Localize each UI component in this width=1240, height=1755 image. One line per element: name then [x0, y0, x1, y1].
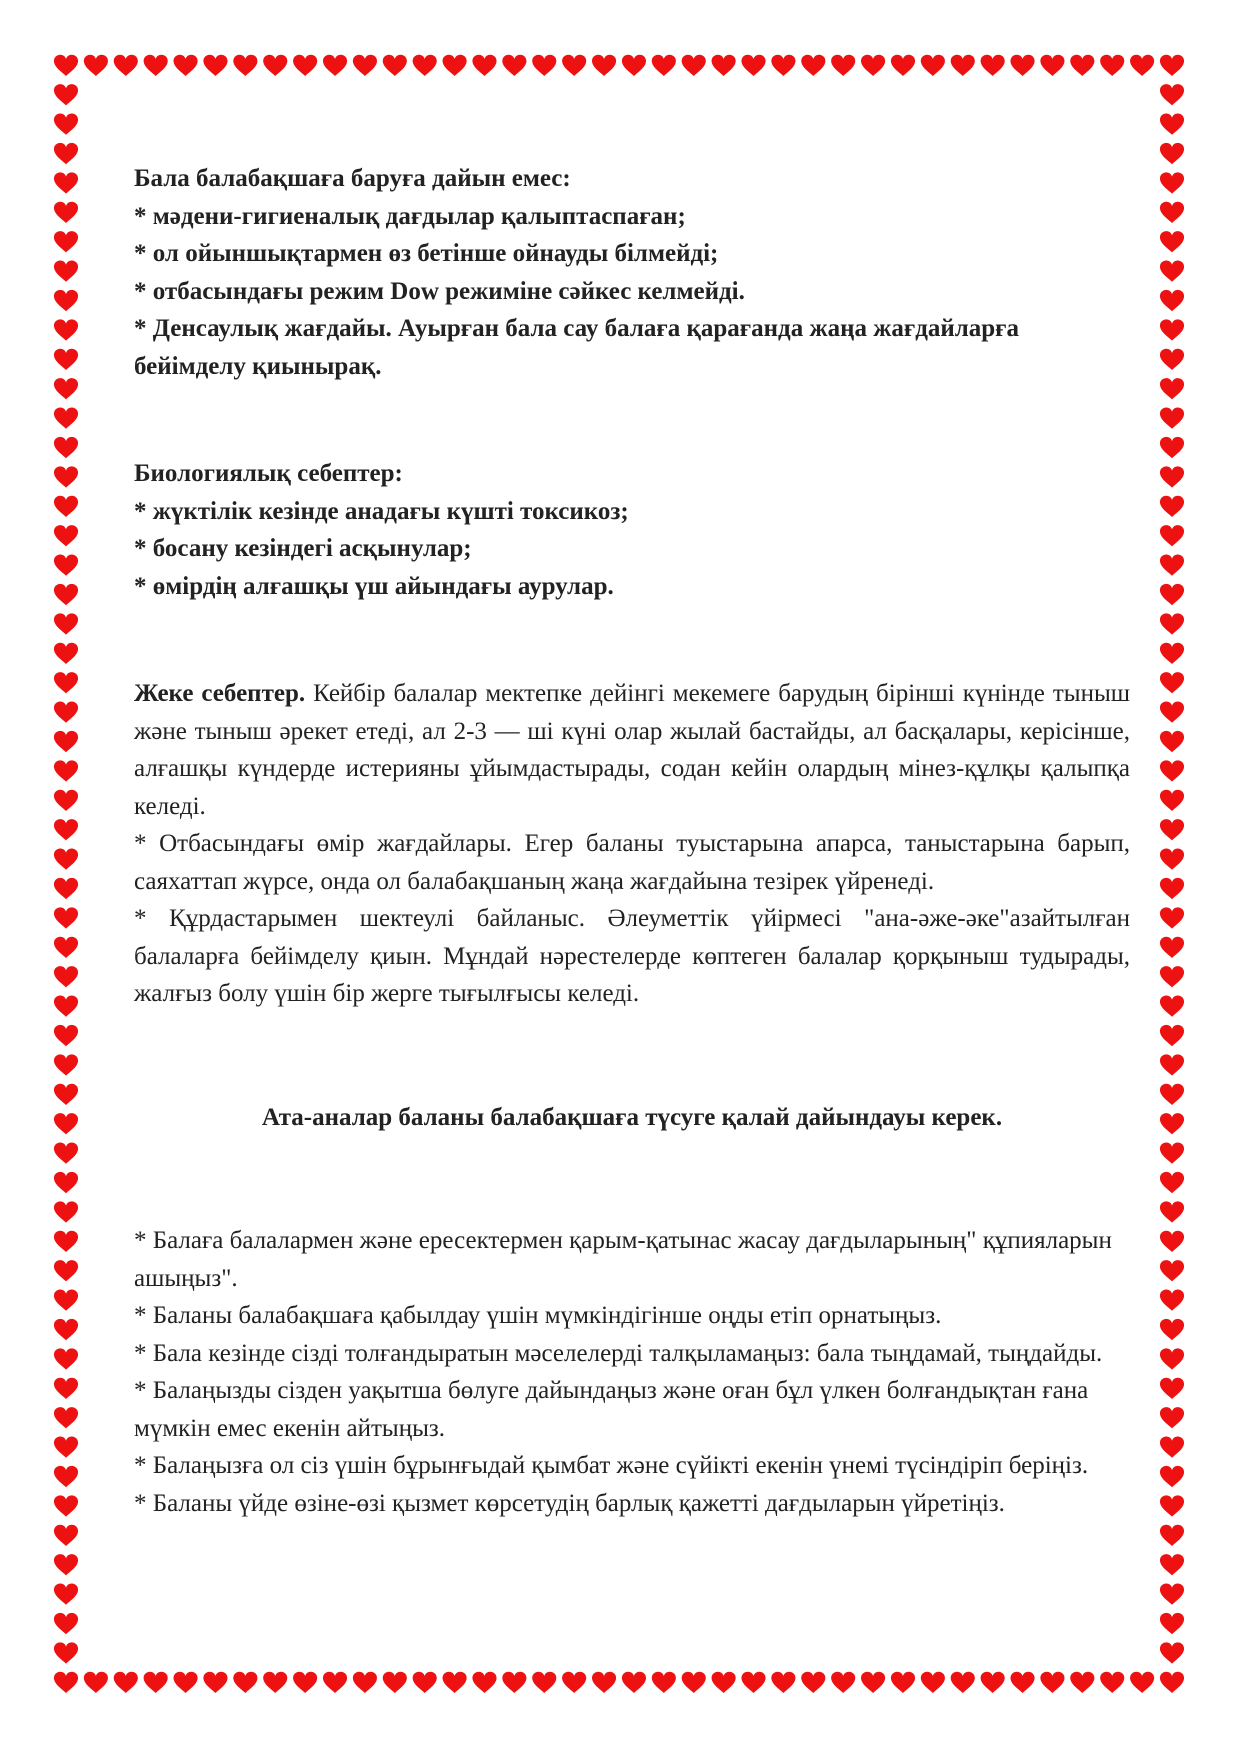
- list-item: * жүктілік кезінде анадағы күшті токсикоз;: [134, 497, 629, 525]
- heart-icon: [233, 1672, 257, 1693]
- heart-icon: [353, 55, 377, 76]
- heart-icon: [323, 1672, 347, 1693]
- heart-icon: [1160, 790, 1184, 811]
- list-item: * Балаға балалармен және ересектермен қарым-қатынас жасау дағдыларының" құпияларын ашыңыз".: [134, 1227, 1112, 1292]
- section-biological: [134, 455, 1130, 605]
- heart-icon: [1160, 1201, 1184, 1222]
- heart-icon: [54, 790, 78, 811]
- heart-icon: [54, 1466, 78, 1487]
- heart-icon: [54, 84, 78, 105]
- heart-icon: [1160, 1290, 1184, 1311]
- heart-icon: [54, 1143, 78, 1164]
- heart-icon: [1160, 1319, 1184, 1340]
- heart-icon: [263, 1672, 287, 1693]
- heart-icon: [54, 937, 78, 958]
- heart-icon: [54, 1525, 78, 1546]
- heart-icon: [1160, 378, 1184, 399]
- list-item: * отбасындағы режим Dow режиміне сәйкес келмейді.: [134, 277, 745, 305]
- heart-icon: [1160, 849, 1184, 870]
- list-item: * мәдени-гигиеналық дағдылар қалыптаспаған;: [134, 202, 686, 230]
- heart-icon: [1100, 1672, 1124, 1693]
- heart-icon: [1070, 1672, 1094, 1693]
- heart-icon: [54, 202, 78, 223]
- heart-icon: [771, 1672, 795, 1693]
- heart-icon: [413, 1672, 437, 1693]
- heart-icon: [203, 55, 227, 76]
- heart-icon: [712, 1672, 736, 1693]
- section-readiness-heading: Бала балабақшаға баруға дайын емес:: [134, 165, 571, 192]
- heart-icon: [1160, 731, 1184, 752]
- heart-icon: [1160, 1554, 1184, 1575]
- heart-icon: [1160, 702, 1184, 723]
- heart-icon: [472, 55, 496, 76]
- heart-icon: [84, 1672, 108, 1693]
- heart-icon: [1160, 1113, 1184, 1134]
- list-item: * Баланы балабақшаға қабылдау үшін мүмкіндігінше оңды етіп орнатыңыз.: [134, 1302, 942, 1329]
- heart-icon: [891, 1672, 915, 1693]
- heart-icon: [1160, 1525, 1184, 1546]
- heart-icon: [54, 584, 78, 605]
- heart-icon: [1160, 1084, 1184, 1105]
- heart-icon: [1130, 55, 1154, 76]
- heart-icon: [1160, 1613, 1184, 1634]
- personal-reasons-text: Кейбір балалар мектепке дейінгі мекемеге барудың бірінші күнінде тыныш және тыныш әрекет етеді, ал 2-3 — ші күні олар жылай бастайды, ал басқалары, керісінше, алғашқы күндерде истерияны ұйымдастырады, содан кейін олардың мінез-құлқы қалыпқа келеді.: [134, 680, 1130, 820]
- heart-icon: [502, 1672, 526, 1693]
- heart-icon: [54, 672, 78, 693]
- heart-icon: [1160, 496, 1184, 517]
- heart-icon: [293, 1672, 317, 1693]
- heart-icon: [831, 1672, 855, 1693]
- heart-icon: [114, 1672, 138, 1693]
- heart-icon: [1160, 290, 1184, 311]
- heart-icon: [502, 55, 526, 76]
- heart-icon: [1010, 55, 1034, 76]
- document-body: [134, 160, 1130, 1522]
- section-personal: [134, 675, 1130, 1013]
- heart-icon: [144, 55, 168, 76]
- heart-icon: [54, 437, 78, 458]
- heart-icon: [54, 349, 78, 370]
- heart-icon: [921, 55, 945, 76]
- heart-icon: [1160, 319, 1184, 340]
- personal-reasons-lead: Жеке себептер.: [134, 680, 306, 707]
- heart-icon: [1160, 525, 1184, 546]
- heart-icon: [1040, 1672, 1064, 1693]
- parents-heading: Ата-аналар баланы балабақшаға түсуге қалай дайындауы керек.: [261, 1103, 1003, 1131]
- heart-icon: [1160, 966, 1184, 987]
- heart-icon: [1040, 55, 1064, 76]
- heart-icon: [54, 1407, 78, 1428]
- heart-icon: [54, 966, 78, 987]
- heart-icon: [54, 907, 78, 928]
- heart-icon: [1010, 1672, 1034, 1693]
- list-item: * Бала кезінде сізді толғандыратын мәселелерді талқыламаңыз: бала тыңдамай, тыңдайды.: [134, 1339, 1103, 1367]
- heart-icon: [1160, 1495, 1184, 1516]
- heart-icon: [54, 1554, 78, 1575]
- heart-icon: [54, 731, 78, 752]
- heart-icon: [1160, 84, 1184, 105]
- heart-icon: [54, 760, 78, 781]
- heart-icon: [54, 1319, 78, 1340]
- heart-icon: [54, 1672, 78, 1693]
- heart-icon: [1160, 437, 1184, 458]
- peer-contact-paragraph: * Құрдастарымен шектеулі байланыс. Әлеуметтік үйірмесі "ана-әже-әке"азайтылған балаларға бейімделу қиын. Мұндай нәрестелерде көптеген балалар қорқыныш тудырады, жалғыз болу үшін бір жерге тығылғысы келеді.: [134, 905, 1130, 1007]
- list-item: * Балаңызды сізден уақытша бөлуге дайындаңыз және оған бұл үлкен болғандықтан ғана мүмкін емес екенін айтыңыз.: [134, 1377, 1089, 1442]
- list-item: * Балаңызға ол сіз үшін бұрынғыдай қымбат және сүйікті екенін үнемі түсіндіріп беріңіз.: [134, 1452, 1089, 1479]
- heart-icon: [1160, 760, 1184, 781]
- heart-icon: [891, 55, 915, 76]
- heart-icon: [1160, 466, 1184, 487]
- heart-icon: [54, 408, 78, 429]
- heart-icon: [54, 1437, 78, 1458]
- heart-icon: [1160, 907, 1184, 928]
- heart-icon: [861, 1672, 885, 1693]
- heart-icon: [1160, 996, 1184, 1017]
- heart-icon: [84, 55, 108, 76]
- heart-icon: [1160, 1584, 1184, 1605]
- heart-icon: [1160, 1172, 1184, 1193]
- heart-icon: [921, 1672, 945, 1693]
- heart-icon: [1160, 349, 1184, 370]
- heart-icon: [472, 1672, 496, 1693]
- heart-icon: [1100, 55, 1124, 76]
- heart-icon: [353, 1672, 377, 1693]
- heart-icon: [1160, 408, 1184, 429]
- heart-icon: [54, 1348, 78, 1369]
- heart-icon: [951, 55, 975, 76]
- heart-icon: [1160, 1143, 1184, 1164]
- heart-icon: [54, 319, 78, 340]
- heart-icon: [54, 1054, 78, 1075]
- list-item: * Денсаулық жағдайы. Ауырған бала сау балаға қарағанда жаңа жағдайларға бейімделу қиынырақ.: [134, 315, 1020, 380]
- heart-icon: [54, 555, 78, 576]
- heart-icon: [562, 1672, 586, 1693]
- heart-icon: [831, 55, 855, 76]
- heart-icon: [54, 114, 78, 135]
- heart-icon: [54, 613, 78, 634]
- heart-icon: [54, 231, 78, 252]
- heart-icon: [771, 55, 795, 76]
- section-parents-tips: [134, 1222, 1130, 1522]
- heart-icon: [443, 55, 467, 76]
- heart-icon: [1160, 1407, 1184, 1428]
- heart-icon: [741, 1672, 765, 1693]
- heart-icon: [532, 55, 556, 76]
- heart-icon: [1160, 202, 1184, 223]
- list-item: * Баланы үйде өзіне-өзі қызмет көрсетудің барлық қажетті дағдыларын үйретіңіз.: [134, 1489, 1005, 1517]
- heart-icon: [592, 1672, 616, 1693]
- heart-icon: [144, 1672, 168, 1693]
- heart-icon: [54, 1172, 78, 1193]
- heart-icon: [1160, 1672, 1184, 1693]
- heart-icon: [54, 466, 78, 487]
- heart-icon: [383, 55, 407, 76]
- section-biological-heading: Биологиялық себептер:: [134, 460, 403, 487]
- heart-icon: [1160, 819, 1184, 840]
- heart-icon: [1160, 261, 1184, 282]
- heart-icon: [54, 702, 78, 723]
- heart-icon: [54, 172, 78, 193]
- heart-icon: [54, 996, 78, 1017]
- heart-icon: [861, 55, 885, 76]
- heart-icon: [174, 1672, 198, 1693]
- heart-icon: [1160, 878, 1184, 899]
- heart-icon: [54, 878, 78, 899]
- heart-icon: [54, 849, 78, 870]
- heart-icon: [1160, 613, 1184, 634]
- heart-icon: [1160, 1025, 1184, 1046]
- heart-icon: [622, 55, 646, 76]
- heart-icon: [383, 1672, 407, 1693]
- heart-icon: [323, 55, 347, 76]
- heart-icon: [54, 1201, 78, 1222]
- heart-icon: [1160, 1348, 1184, 1369]
- heart-icon: [1160, 672, 1184, 693]
- heart-icon: [54, 1642, 78, 1663]
- heart-icon: [741, 55, 765, 76]
- list-item: * ол ойыншықтармен өз бетінше ойнауды білмейді;: [134, 240, 719, 267]
- heart-icon: [1160, 1437, 1184, 1458]
- heart-icon: [682, 55, 706, 76]
- heart-icon: [562, 55, 586, 76]
- heart-icon: [801, 1672, 825, 1693]
- heart-icon: [1160, 231, 1184, 252]
- heart-icon: [54, 525, 78, 546]
- heart-icon: [443, 1672, 467, 1693]
- heart-icon: [1160, 555, 1184, 576]
- heart-icon: [1160, 584, 1184, 605]
- heart-icon: [622, 1672, 646, 1693]
- heart-icon: [413, 55, 437, 76]
- heart-icon: [1160, 1466, 1184, 1487]
- heart-icon: [652, 55, 676, 76]
- heart-icon: [54, 1084, 78, 1105]
- heart-icon: [801, 55, 825, 76]
- heart-icon: [1160, 1054, 1184, 1075]
- heart-icon: [1160, 1231, 1184, 1252]
- heart-icon: [174, 55, 198, 76]
- heart-icon: [54, 1025, 78, 1046]
- personal-reasons-paragraph: [134, 675, 1130, 825]
- heart-icon: [1070, 55, 1094, 76]
- family-life-paragraph: * Отбасындағы өмір жағдайлары. Егер баланы туыстарына апарса, таныстарына барып, саяхаттап жүрсе, онда ол балабақшаның жаңа жағдайына тезірек үйренеді.: [134, 830, 1130, 895]
- heart-icon: [54, 143, 78, 164]
- heart-icon: [114, 55, 138, 76]
- heart-icon: [1130, 1672, 1154, 1693]
- heart-icon: [54, 643, 78, 664]
- heart-icon: [263, 55, 287, 76]
- heart-icon: [1160, 937, 1184, 958]
- heart-icon: [54, 1613, 78, 1634]
- heart-icon: [54, 1113, 78, 1134]
- heart-icon: [1160, 643, 1184, 664]
- heart-icon: [54, 1260, 78, 1281]
- heart-icon: [233, 55, 257, 76]
- section-readiness: [134, 160, 1130, 385]
- heart-icon: [54, 1584, 78, 1605]
- heart-icon: [1160, 114, 1184, 135]
- heart-icon: [532, 1672, 556, 1693]
- heart-icon: [293, 55, 317, 76]
- heart-icon: [54, 819, 78, 840]
- heart-icon: [712, 55, 736, 76]
- heart-icon: [652, 1672, 676, 1693]
- heart-icon: [1160, 1260, 1184, 1281]
- heart-icon: [54, 261, 78, 282]
- heart-icon: [981, 1672, 1005, 1693]
- heart-icon: [981, 55, 1005, 76]
- heart-icon: [54, 1495, 78, 1516]
- heart-icon: [54, 55, 78, 76]
- heart-icon: [203, 1672, 227, 1693]
- heart-icon: [54, 496, 78, 517]
- heart-icon: [54, 1231, 78, 1252]
- heart-icon: [54, 1290, 78, 1311]
- heart-icon: [54, 378, 78, 399]
- heart-icon: [54, 1378, 78, 1399]
- heart-icon: [1160, 1378, 1184, 1399]
- heart-icon: [1160, 55, 1184, 76]
- heart-icon: [1160, 1642, 1184, 1663]
- list-item: * босану кезіндегі асқынулар;: [134, 535, 472, 562]
- list-item: * өмірдің алғашқы үш айындағы аурулар.: [134, 572, 614, 600]
- heart-icon: [951, 1672, 975, 1693]
- heart-icon: [54, 290, 78, 311]
- heart-icon: [1160, 172, 1184, 193]
- heart-icon: [682, 1672, 706, 1693]
- heart-icon: [592, 55, 616, 76]
- heart-icon: [1160, 143, 1184, 164]
